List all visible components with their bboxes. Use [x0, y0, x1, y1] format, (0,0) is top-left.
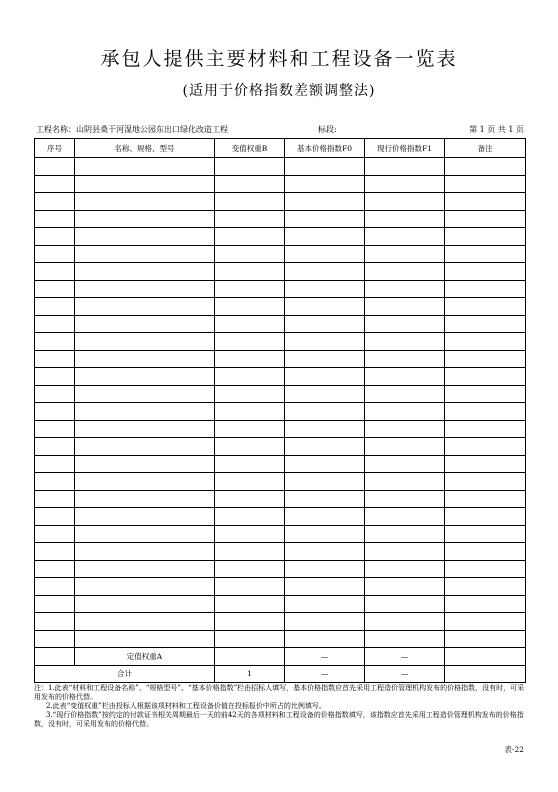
table-cell[interactable]: [445, 578, 526, 596]
table-cell[interactable]: [75, 298, 215, 316]
table-cell[interactable]: [365, 333, 445, 351]
table-cell[interactable]: [75, 543, 215, 561]
table-cell[interactable]: [215, 263, 285, 281]
table-cell[interactable]: [75, 193, 215, 211]
page-indicator: 第 1 页 共 1 页: [469, 125, 524, 134]
table-cell[interactable]: [285, 193, 365, 211]
table-cell[interactable]: [365, 350, 445, 368]
table-row: [35, 578, 526, 596]
table-cell[interactable]: [215, 560, 285, 578]
table-cell[interactable]: [35, 210, 75, 228]
table-cell[interactable]: [445, 508, 526, 526]
table-cell[interactable]: [75, 350, 215, 368]
table-cell[interactable]: [285, 438, 365, 456]
table-cell[interactable]: [285, 298, 365, 316]
table-cell[interactable]: [215, 350, 285, 368]
table-cell[interactable]: [35, 350, 75, 368]
table-cell[interactable]: [285, 228, 365, 246]
table-cell[interactable]: [445, 175, 526, 193]
table-cell[interactable]: [215, 193, 285, 211]
table-row: [35, 508, 526, 526]
table-cell[interactable]: [215, 368, 285, 386]
table-cell[interactable]: [285, 473, 365, 491]
table-cell[interactable]: [35, 560, 75, 578]
total-label: 合计: [35, 665, 215, 683]
table-cell[interactable]: [445, 350, 526, 368]
table-cell[interactable]: [215, 333, 285, 351]
table-cell[interactable]: [445, 385, 526, 403]
table-cell[interactable]: [35, 438, 75, 456]
table-cell[interactable]: [365, 578, 445, 596]
table-cell[interactable]: [285, 595, 365, 613]
table-cell[interactable]: [215, 315, 285, 333]
header-base-price-index: 基本价格指数F0: [285, 139, 365, 158]
table-cell[interactable]: [75, 595, 215, 613]
table-cell[interactable]: [215, 490, 285, 508]
table-cell[interactable]: [445, 403, 526, 421]
table-cell[interactable]: [75, 455, 215, 473]
table-cell[interactable]: [445, 280, 526, 298]
table-cell[interactable]: [445, 193, 526, 211]
table-cell[interactable]: [445, 298, 526, 316]
header-remarks: 备注: [445, 139, 526, 158]
table-row: [35, 595, 526, 613]
table-cell[interactable]: [365, 630, 445, 648]
table-row: [35, 228, 526, 246]
table-cell[interactable]: [35, 508, 75, 526]
table-cell[interactable]: [35, 263, 75, 281]
total-f1: —: [365, 665, 445, 683]
table-cell[interactable]: [445, 210, 526, 228]
table-cell[interactable]: [215, 613, 285, 631]
document-subtitle: (适用于价格指数差额调整法): [182, 83, 376, 99]
table-cell[interactable]: [285, 333, 365, 351]
table-cell[interactable]: [285, 368, 365, 386]
table-cell[interactable]: [35, 228, 75, 246]
table-cell[interactable]: [75, 210, 215, 228]
fixed-weight-f1: —: [365, 648, 445, 666]
table-cell[interactable]: [365, 490, 445, 508]
fixed-weight-label: 定值权重A: [75, 648, 215, 666]
table-cell[interactable]: [285, 490, 365, 508]
table-cell[interactable]: [285, 630, 365, 648]
table-cell[interactable]: [365, 210, 445, 228]
table-row: [35, 298, 526, 316]
table-cell[interactable]: [365, 245, 445, 263]
table-cell[interactable]: [365, 368, 445, 386]
table-cell[interactable]: [75, 228, 215, 246]
table-cell[interactable]: [75, 560, 215, 578]
table-cell[interactable]: [35, 420, 75, 438]
table-cell[interactable]: [75, 385, 215, 403]
table-cell[interactable]: [35, 315, 75, 333]
table-cell[interactable]: [35, 473, 75, 491]
table-cell[interactable]: [365, 280, 445, 298]
table-cell[interactable]: [35, 280, 75, 298]
table-cell[interactable]: [75, 158, 215, 176]
table-cell[interactable]: [445, 525, 526, 543]
table-cell[interactable]: [35, 368, 75, 386]
table-cell[interactable]: [365, 315, 445, 333]
table-cell[interactable]: [285, 210, 365, 228]
table-cell[interactable]: [445, 665, 526, 683]
notes-section: [34, 684, 525, 729]
header-variable-weight: 变值权重B: [215, 139, 285, 158]
table-cell[interactable]: [215, 210, 285, 228]
table-cell[interactable]: [285, 525, 365, 543]
table-cell[interactable]: [35, 245, 75, 263]
table-row: [35, 193, 526, 211]
table-row: [35, 210, 526, 228]
table-cell[interactable]: [445, 245, 526, 263]
table-cell[interactable]: [285, 263, 365, 281]
table-cell[interactable]: [445, 473, 526, 491]
table-row: [35, 613, 526, 631]
table-cell[interactable]: [215, 455, 285, 473]
table-cell[interactable]: [215, 525, 285, 543]
table-cell[interactable]: [75, 368, 215, 386]
table-cell[interactable]: [215, 438, 285, 456]
header-current-price-index: 现行价格指数F1: [365, 139, 445, 158]
table-cell[interactable]: [285, 420, 365, 438]
table-cell[interactable]: [365, 560, 445, 578]
table-cell[interactable]: [365, 385, 445, 403]
table-row: [35, 158, 526, 176]
table-cell[interactable]: [445, 648, 526, 666]
table-cell[interactable]: [215, 403, 285, 421]
note-1: 注：1.此表“材料和工程设备名称”、“规格型号”、“基本价格指数”栏由招标人填写，基本价格指数应首先采用工程造价管理机构发布的价格指数，没有时，可采用发布的价格代替。: [34, 684, 525, 701]
table-cell[interactable]: [285, 158, 365, 176]
table-row: [35, 263, 526, 281]
table-cell[interactable]: [445, 420, 526, 438]
table-cell[interactable]: [215, 420, 285, 438]
table-cell[interactable]: [285, 403, 365, 421]
table-cell[interactable]: [285, 315, 365, 333]
header-index: 序号: [35, 139, 75, 158]
table-row: [35, 438, 526, 456]
table-cell[interactable]: [445, 560, 526, 578]
table-row: [35, 473, 526, 491]
table-cell[interactable]: [445, 333, 526, 351]
table-cell[interactable]: [75, 438, 215, 456]
table-body: [35, 158, 526, 683]
table-header-row: [35, 139, 526, 158]
fixed-weight-f0: —: [285, 648, 365, 666]
header-name-spec-model: 名称、规格、型号: [75, 139, 215, 158]
table-cell[interactable]: [215, 595, 285, 613]
fixed-weight-row: [35, 648, 526, 666]
table-cell[interactable]: [35, 298, 75, 316]
table-row: [35, 403, 526, 421]
table-cell[interactable]: [285, 455, 365, 473]
table-cell[interactable]: [75, 245, 215, 263]
table-cell[interactable]: [285, 560, 365, 578]
table-row: [35, 543, 526, 561]
table-row: [35, 280, 526, 298]
table-cell[interactable]: [365, 455, 445, 473]
table-cell[interactable]: [365, 175, 445, 193]
table-cell[interactable]: [215, 158, 285, 176]
table-cell[interactable]: [365, 438, 445, 456]
table-cell[interactable]: [445, 438, 526, 456]
table-cell[interactable]: [445, 543, 526, 561]
table-cell[interactable]: [215, 175, 285, 193]
table-cell[interactable]: [35, 333, 75, 351]
table-cell[interactable]: [215, 298, 285, 316]
table-cell[interactable]: [35, 455, 75, 473]
table-cell[interactable]: [285, 385, 365, 403]
table-row: [35, 630, 526, 648]
table-row: [35, 420, 526, 438]
table-cell[interactable]: [445, 630, 526, 648]
table-cell[interactable]: [445, 595, 526, 613]
table-cell[interactable]: [445, 490, 526, 508]
table-row: [35, 333, 526, 351]
table-cell[interactable]: [75, 578, 215, 596]
table-cell[interactable]: [35, 613, 75, 631]
total-f0: —: [285, 665, 365, 683]
total-row: [35, 665, 526, 683]
table-cell[interactable]: [75, 490, 215, 508]
table-cell[interactable]: [445, 455, 526, 473]
table-cell[interactable]: [365, 403, 445, 421]
table-cell[interactable]: [285, 175, 365, 193]
table-cell[interactable]: [75, 613, 215, 631]
table-cell[interactable]: [365, 263, 445, 281]
table-cell[interactable]: [75, 473, 215, 491]
table-cell[interactable]: [445, 613, 526, 631]
section-label: 标段:: [318, 125, 337, 134]
note-3: 3.“现行价格指数”按约定的付款证书相关周期最后一天的前42天的各项材料和工程设备的价格指数填写，该指数应首先采用工程造价管理机构发布的价格指数，没有时，可采用发布的价格代替。: [34, 711, 524, 728]
table-cell[interactable]: [445, 158, 526, 176]
table-cell[interactable]: [215, 578, 285, 596]
table-cell[interactable]: [445, 263, 526, 281]
table-cell[interactable]: [75, 403, 215, 421]
table-cell[interactable]: [215, 630, 285, 648]
table-cell[interactable]: [365, 473, 445, 491]
page-code: 表-22: [504, 745, 524, 754]
table-cell[interactable]: [75, 508, 215, 526]
table-cell[interactable]: [445, 368, 526, 386]
table-cell[interactable]: [35, 175, 75, 193]
table-cell[interactable]: [285, 578, 365, 596]
note-2: 2.此表“变值权重”栏由投标人根据该项材料和工程设备价值在投标报价中所占的比例填写。: [46, 702, 326, 710]
table-cell[interactable]: [215, 228, 285, 246]
project-name: 工程名称：山阴县桑干河湿地公园东出口绿化改造工程: [36, 125, 228, 134]
table-cell[interactable]: [365, 193, 445, 211]
table-cell[interactable]: [445, 228, 526, 246]
table-cell[interactable]: [365, 228, 445, 246]
table-cell[interactable]: [365, 543, 445, 561]
table-row: [35, 315, 526, 333]
table-cell[interactable]: [215, 648, 285, 666]
table-cell[interactable]: [35, 578, 75, 596]
document-title: 承包人提供主要材料和工程设备一览表: [100, 48, 458, 70]
table-cell[interactable]: [35, 630, 75, 648]
table-cell[interactable]: [215, 245, 285, 263]
table-cell[interactable]: [285, 613, 365, 631]
table-cell[interactable]: [285, 543, 365, 561]
table-cell[interactable]: [75, 263, 215, 281]
table-row: [35, 525, 526, 543]
table-cell[interactable]: [365, 508, 445, 526]
table-cell[interactable]: [285, 280, 365, 298]
table-cell[interactable]: [35, 543, 75, 561]
table-cell[interactable]: [35, 193, 75, 211]
table-cell[interactable]: [285, 350, 365, 368]
total-weight: 1: [215, 665, 285, 683]
table-cell[interactable]: [35, 648, 75, 666]
table-cell[interactable]: [35, 490, 75, 508]
table-cell[interactable]: [75, 315, 215, 333]
table-row: [35, 455, 526, 473]
table-cell[interactable]: [215, 508, 285, 526]
table-cell[interactable]: [75, 333, 215, 351]
table-cell[interactable]: [35, 385, 75, 403]
table-cell[interactable]: [215, 543, 285, 561]
table-cell[interactable]: [75, 420, 215, 438]
table-cell[interactable]: [75, 175, 215, 193]
table-cell[interactable]: [215, 280, 285, 298]
table-row: [35, 350, 526, 368]
materials-table: [34, 138, 526, 683]
table-cell[interactable]: [285, 508, 365, 526]
table-cell[interactable]: [35, 525, 75, 543]
table-row: [35, 245, 526, 263]
table-cell[interactable]: [215, 385, 285, 403]
table-row: [35, 490, 526, 508]
table-cell[interactable]: [445, 315, 526, 333]
table-cell[interactable]: [75, 525, 215, 543]
table-cell[interactable]: [35, 158, 75, 176]
table-row: [35, 385, 526, 403]
table-cell[interactable]: [35, 595, 75, 613]
table-row: [35, 368, 526, 386]
table-cell[interactable]: [365, 298, 445, 316]
table-row: [35, 560, 526, 578]
table-cell[interactable]: [285, 245, 365, 263]
table-cell[interactable]: [365, 525, 445, 543]
table-cell[interactable]: [365, 613, 445, 631]
table-cell[interactable]: [365, 420, 445, 438]
table-cell[interactable]: [75, 630, 215, 648]
table-cell[interactable]: [35, 403, 75, 421]
table-cell[interactable]: [75, 280, 215, 298]
table-cell[interactable]: [365, 158, 445, 176]
table-cell[interactable]: [215, 473, 285, 491]
table-row: [35, 175, 526, 193]
table-cell[interactable]: [365, 595, 445, 613]
